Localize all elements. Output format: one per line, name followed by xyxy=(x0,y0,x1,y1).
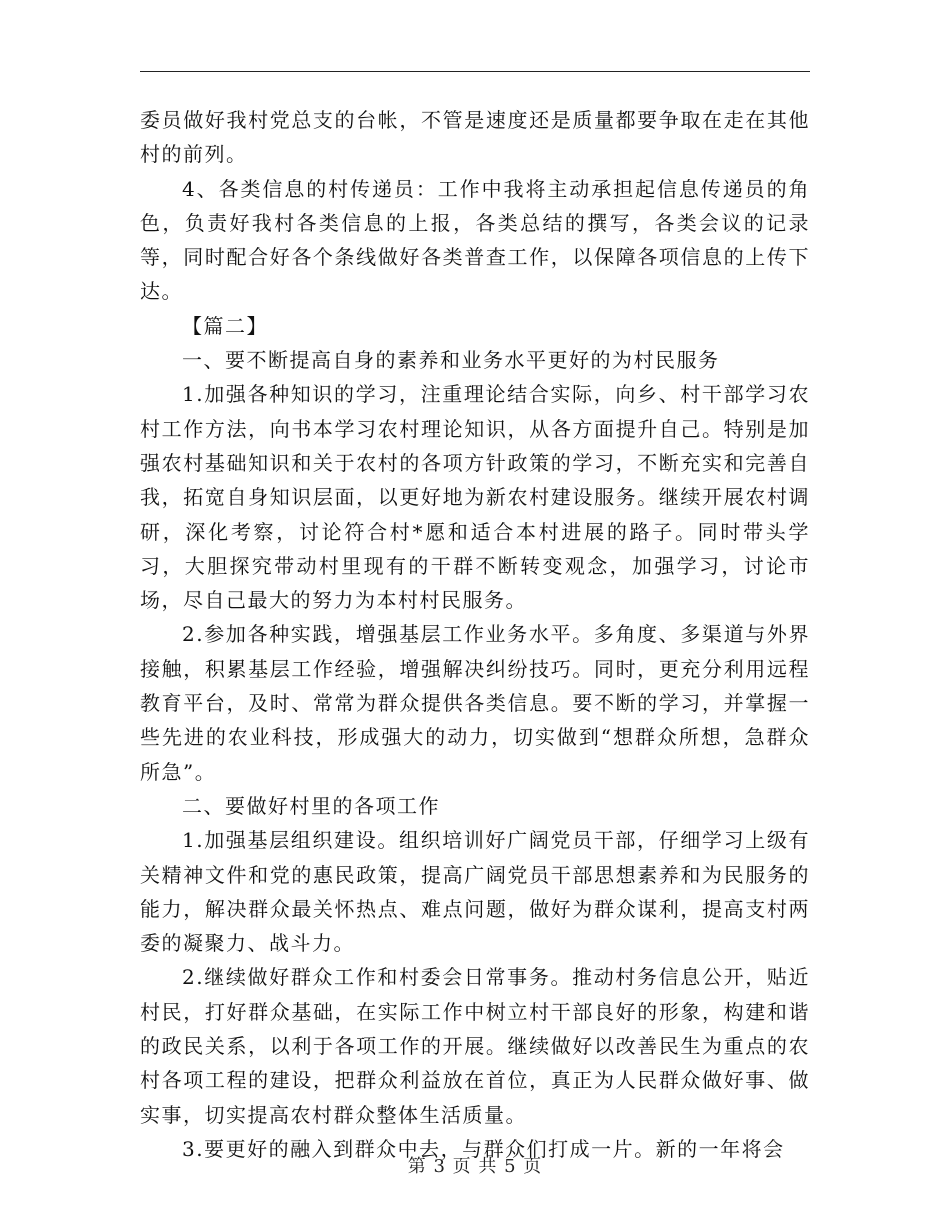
document-body xyxy=(140,103,810,1166)
paragraph-2-3: 3.要更好的融入到群众中去，与群众们打成一片。新的一年将会 xyxy=(182,1136,785,1161)
paragraph-item-4: 4、各类信息的村传递员：工作中我将主动承担起信息传递员的角色，负责好我村各类信息的上报，各类总结的撰写，各类会议的记录等，同时配合好各个条线做好各类普查工作，以保障各项信息的上传下达。 xyxy=(140,176,810,304)
header-rule xyxy=(140,71,810,72)
paragraph-continuation: 委员做好我村党总支的台帐，不管是速度还是质量都要争取在走在其他村的前列。 xyxy=(140,108,810,167)
page-number: 第 3 页 共 5 页 xyxy=(407,1156,543,1177)
section-heading-part-two: 【篇二】 xyxy=(182,313,268,338)
paragraph-1-2: 2.参加各种实践，增强基层工作业务水平。多角度、多渠道与外界接触，积累基层工作经验，增强解决纠纷技巧。同时，更充分利用远程教育平台，及时、常常为群众提供各类信息。要不断的学习，并掌握一些先进的农业科技，形成强大的动力，切实做到“想群众所想，急群众所急”。 xyxy=(140,622,810,784)
paragraph-1-1: 1.加强各种知识的学习，注重理论结合实际，向乡、村干部学习农村工作方法，向书本学习农村理论知识，从各方面提升自己。特别是加强农村基础知识和关于农村的各项方针政策的学习，不断充实和完善自我，拓宽自身知识层面，以更好地为新农村建设服务。继续开展农村调研，深化考察，讨论符合村*愿和适合本村进展的路子。同时带头学习，大胆探究带动村里现有的干群不断转变观念，加强学习，讨论市场，尽自己最大的努力为本村村民服务。 xyxy=(140,382,810,613)
heading-two: 二、要做好村里的各项工作 xyxy=(182,793,440,818)
paragraph-2-2: 2.继续做好群众工作和村委会日常事务。推动村务信息公开，贴近村民，打好群众基础，在实际工作中树立村干部良好的形象，构建和谐的政民关系，以利于各项工作的开展。继续做好以改善民生为重点的农村各项工程的建设，把群众利益放在首位，真正为人民群众做好事、做实事，切实提高农村群众整体生活质量。 xyxy=(140,965,810,1127)
paragraph-2-1: 1.加强基层组织建设。组织培训好广阔党员干部，仔细学习上级有关精神文件和党的惠民政策，提高广阔党员干部思想素养和为民服务的能力，解决群众最关怀热点、难点问题，做好为群众谋利，提高支村两委的凝聚力、战斗力。 xyxy=(140,828,810,956)
heading-one: 一、要不断提高自身的素养和业务水平更好的为村民服务 xyxy=(182,348,720,373)
